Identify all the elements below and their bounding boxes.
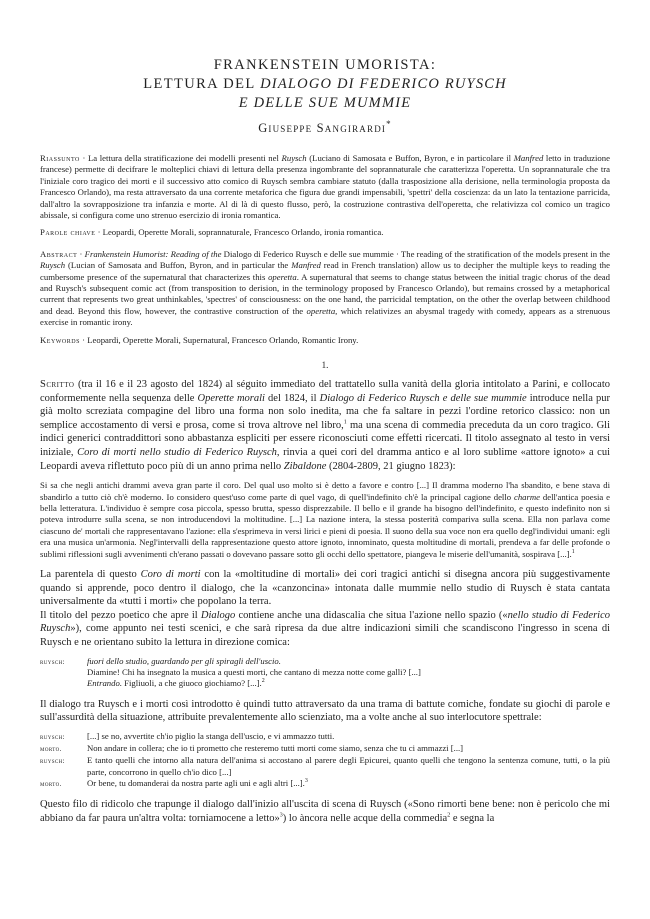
author-name: [40, 118, 610, 136]
keywords: Keywords · Leopardi, Operette Morali, Supernatural, Francesco Orlando, Romantic Irony.: [40, 334, 359, 345]
abstract-label: Abstract: [40, 248, 78, 259]
footnote-ref[interactable]: 2: [447, 812, 451, 819]
article-title: [40, 56, 610, 113]
footnote-ref[interactable]: 1: [343, 419, 347, 426]
dialogue-excerpt-2: [40, 731, 610, 790]
dialogue-excerpt-1: [40, 656, 610, 690]
author-text: Giuseppe Sangirardi: [258, 121, 387, 135]
speaker-label: ruysch:: [40, 757, 66, 766]
footnote-ref[interactable]: 2: [261, 678, 265, 685]
author-footnote-mark[interactable]: *: [386, 118, 392, 129]
dialogue-line: morto. Non andare in collera; che io ti prometto che resteremo tutti morti come siamo, senza che tu ci ammazzi [...]: [40, 743, 610, 755]
body-paragraph-3: Il titolo del pezzo poetico che apre il Dialogo contiene anche una didascalia che situa l'azione nello spazio («nello studio di Federico Ruysch»), come appunto nei testi scenici, e che sarà ripresa da due altre indicazioni simili che scandiscono l'ingresso in scena di Ruysch e ne orientano subito la lettura in direzione comica:: [40, 609, 610, 649]
body-paragraph-1: Scritto (tra il 16 e il 23 agosto del 1824) al séguito immediato del trattatello sulla vanità della gloria intitolato a Parini, e collocato conformemente nella sequenza delle Operette morali del 1824, il Dialogo di Federico Ruysch e delle sue mummie introduce nella pur già molto screziata compagine del libro una forma non solo inedita, ma che fa saltare in pezzi l'ordine retorico classico: non un semplice accostamento di versi e prosa, come si trova altrove nel libro,$^1$ ma una scena di commedia preceduta da un coro tragico. Gli indici generici contraddittori sono abbastanza espliciti per essere riconosciuti come effetti ricercati. Il titolo assegnato al testo in versi iniziale, Coro di morti nello studio di Federico Ruysch, rinvia a quei cori del dramma antico e al loro sublime «attore ignoto» a cui Leopardi aveva riflettuto poco più di un anno prima nello Zibaldone (2804-2809, 21 giugno 1823):: [40, 379, 610, 472]
body-paragraph-4: Il dialogo tra Ruysch e i morti così introdotto è quindi tutto attraversato da una trama di battute comiche, fondate su giochi di parole e sull'assurdità della situazione, attribuite prevalentemente allo scienziato, ma a volte anche al suo interlocutore spettrale:: [40, 698, 610, 724]
speaker-label: ruysch:: [40, 732, 66, 741]
footnote-ref[interactable]: 3: [304, 778, 308, 785]
body-paragraph-2: La parentela di questo Coro di morti con la «moltitudine di mortali» dei cori tragici antichi si disegna ancora più suggestivamente quando si apprende, poco dentro il dialogo, che la «canzoncina» intonata dalle mummie nello studio di Ruysch è stata cantata universalmente da «tutti i morti» che popolano la terra.: [40, 569, 610, 608]
title-line-1: FRANKENSTEIN UMORISTA:: [213, 57, 437, 73]
block-quote-zibaldone: Si sa che negli antichi drammi aveva gran parte il coro. Del qual uso molto si è detto a favore e contro [...] Il dramma moderno l'ha sbandito, e bene stava di sbandirlo a tutto ciò ch'è moderno. Io considero quest'uso come parte di quel vago, di quell'indefinito ch'è la principal cagione dello charme dell'antica poesia e bella letteratura. L'individuo è sempre cosa piccola, spesso brutta, spesso disprezzabile. Il bello e il grande ha bisogno dell'indefinito, e questo indefinito non si poteva introdurre sulla scena, se non introducendovi la moltitudine. [...] La nazione intera, la stessa posterità compariva sulla scena. Ella non parlava come ciascuno de' mortali che rappresentavano l'azione: ella s'esprimeva in versi lirici e pieni di poesia. Il suono della sua voce non era quello degl'individui umani: egli era una musica un'armonia. Negl'intervalli della rappresentazione questo attore ignoto, innominato, questa moltitudine di mortali, prendeva a far delle profonde o sublimi riflessioni sugli avvenimenti ch'erano passati o dovevano passare sotto gli occhi dello spettatore, piangeva le miserie dell'umanità, sospirava [...].$^1$: [40, 480, 610, 559]
title-line-3: E DELLE SUE MUMMIE: [238, 95, 412, 111]
speaker-label: morto.: [40, 779, 62, 788]
body-paragraph-5: Questo filo di ridicolo che trapunge il dialogo dall'inizio all'uscita di scena di Ruysch («Sono rimorti bene bene: non è pericolo che mi abbiano da far paura un'altra volta: torniamocene a letto»$^3$) lo àncora nelle acque della commedia$^2$ e segna la: [40, 799, 610, 824]
parole-chiave-label: Parole chiave: [40, 227, 96, 238]
footnote-ref[interactable]: 1: [571, 548, 575, 555]
dialogue-line: ruysch: fuori dello studio, guardando per gli spiragli dell'uscio. Diamine! Chi ha insegnato la musica a questi morti, che cantano di mezza notte come galli? [...] Entrando. Figliuoli, a che giuoco giochiamo? [...].$^2$: [40, 655, 421, 689]
riassunto-paragraph: Riassunto · La lettura della stratificazione dei modelli presenti nel Ruysch (Luciano di Samosata e Buffon, Byron, e in particolare il Manfred letto in traduzione francese) permette di decifrare le molteplici chiavi di lettura della presenza ingombrante del soprannaturale che caratterizza l'operetta. Un soprannaturale che tra l'iniziale coro tragico dei morti e il successivo atto comico di Ruysch sembra cambiare statuto (dalla trasposizione alla derisione, nella terminologia proposta da Francesco Orlando), ma resta attraversato da una corrente metaforica che figura due grandi impensabili, 'spettri' della coscienza: da un lato la tentazione parricida, dall'altro la sovrapposizione tra infanzia e morte. Al di là di questo flusso, però, la costruzione contrastiva dell'operetta, che relativizza col comico un tragico abissale, si configura come uno strenuo esercizio di ironia romantica.: [40, 153, 610, 221]
parole-chiave: Parole chiave · Leopardi, Operette Morali, soprannaturale, Francesco Orlando, ironia romantica.: [40, 227, 384, 238]
dialogue-line: ruysch: E tanto quelli che intorno alla natura dell'anima si accostano al parere degli Epicurei, quanto quelli che tengono la sentenza comune, tutti, o la più parte, concorrono in quello ch'io dico [...]: [40, 755, 610, 777]
abstract-paragraph: Abstract · Frankenstein Humorist: Reading of the Dialogo di Federico Ruysch e delle sue mummie · The reading of the stratification of the models present in the Ruysch (Lucian of Samosata and Buffon, Byron, and in particular the Manfred read in French translation) allow us to decipher the multiple keys to reading the cumbersome presence of the supernatural that characterizes this operetta. A supernatural that seems to change status between the initial tragic chorus of the dead and Ruysch's subsequent comic act (from transposition to derision, in the terminology proposed by Francesco Orlando), but remains crossed by a metaphorical current that represents two great unthinkables, 'spectres' of consciousness: on the one hand, the parricidal temptation, on the other the overlap between childhood and dead. Beyond this flow, however, the contrastive construction of the operetta, which relativizes an abysmal tragedy with comedy, appears as a strenuous exercise in romantic irony.: [40, 248, 611, 328]
footnote-ref[interactable]: 3: [279, 812, 283, 819]
speaker-label: ruysch:: [40, 657, 66, 666]
dialogue-line: ruysch: [...] se no, avvertite ch'io piglio la stanga dell'uscio, e vi ammazzo tutti.: [40, 731, 610, 743]
dialogue-line: morto. Or bene, tu domanderai da nostra parte agli uni e agli altri [...].$^3$: [40, 778, 610, 790]
riassunto-label: Riassunto: [40, 153, 80, 163]
title-line-2b: DIALOGO DI FEDERICO RUYSCH: [260, 76, 507, 92]
keywords-label: Keywords: [40, 334, 80, 345]
title-line-2a: LETTURA DEL: [143, 76, 261, 92]
section-number: 1.: [321, 360, 329, 371]
speaker-label: morto.: [40, 745, 62, 754]
